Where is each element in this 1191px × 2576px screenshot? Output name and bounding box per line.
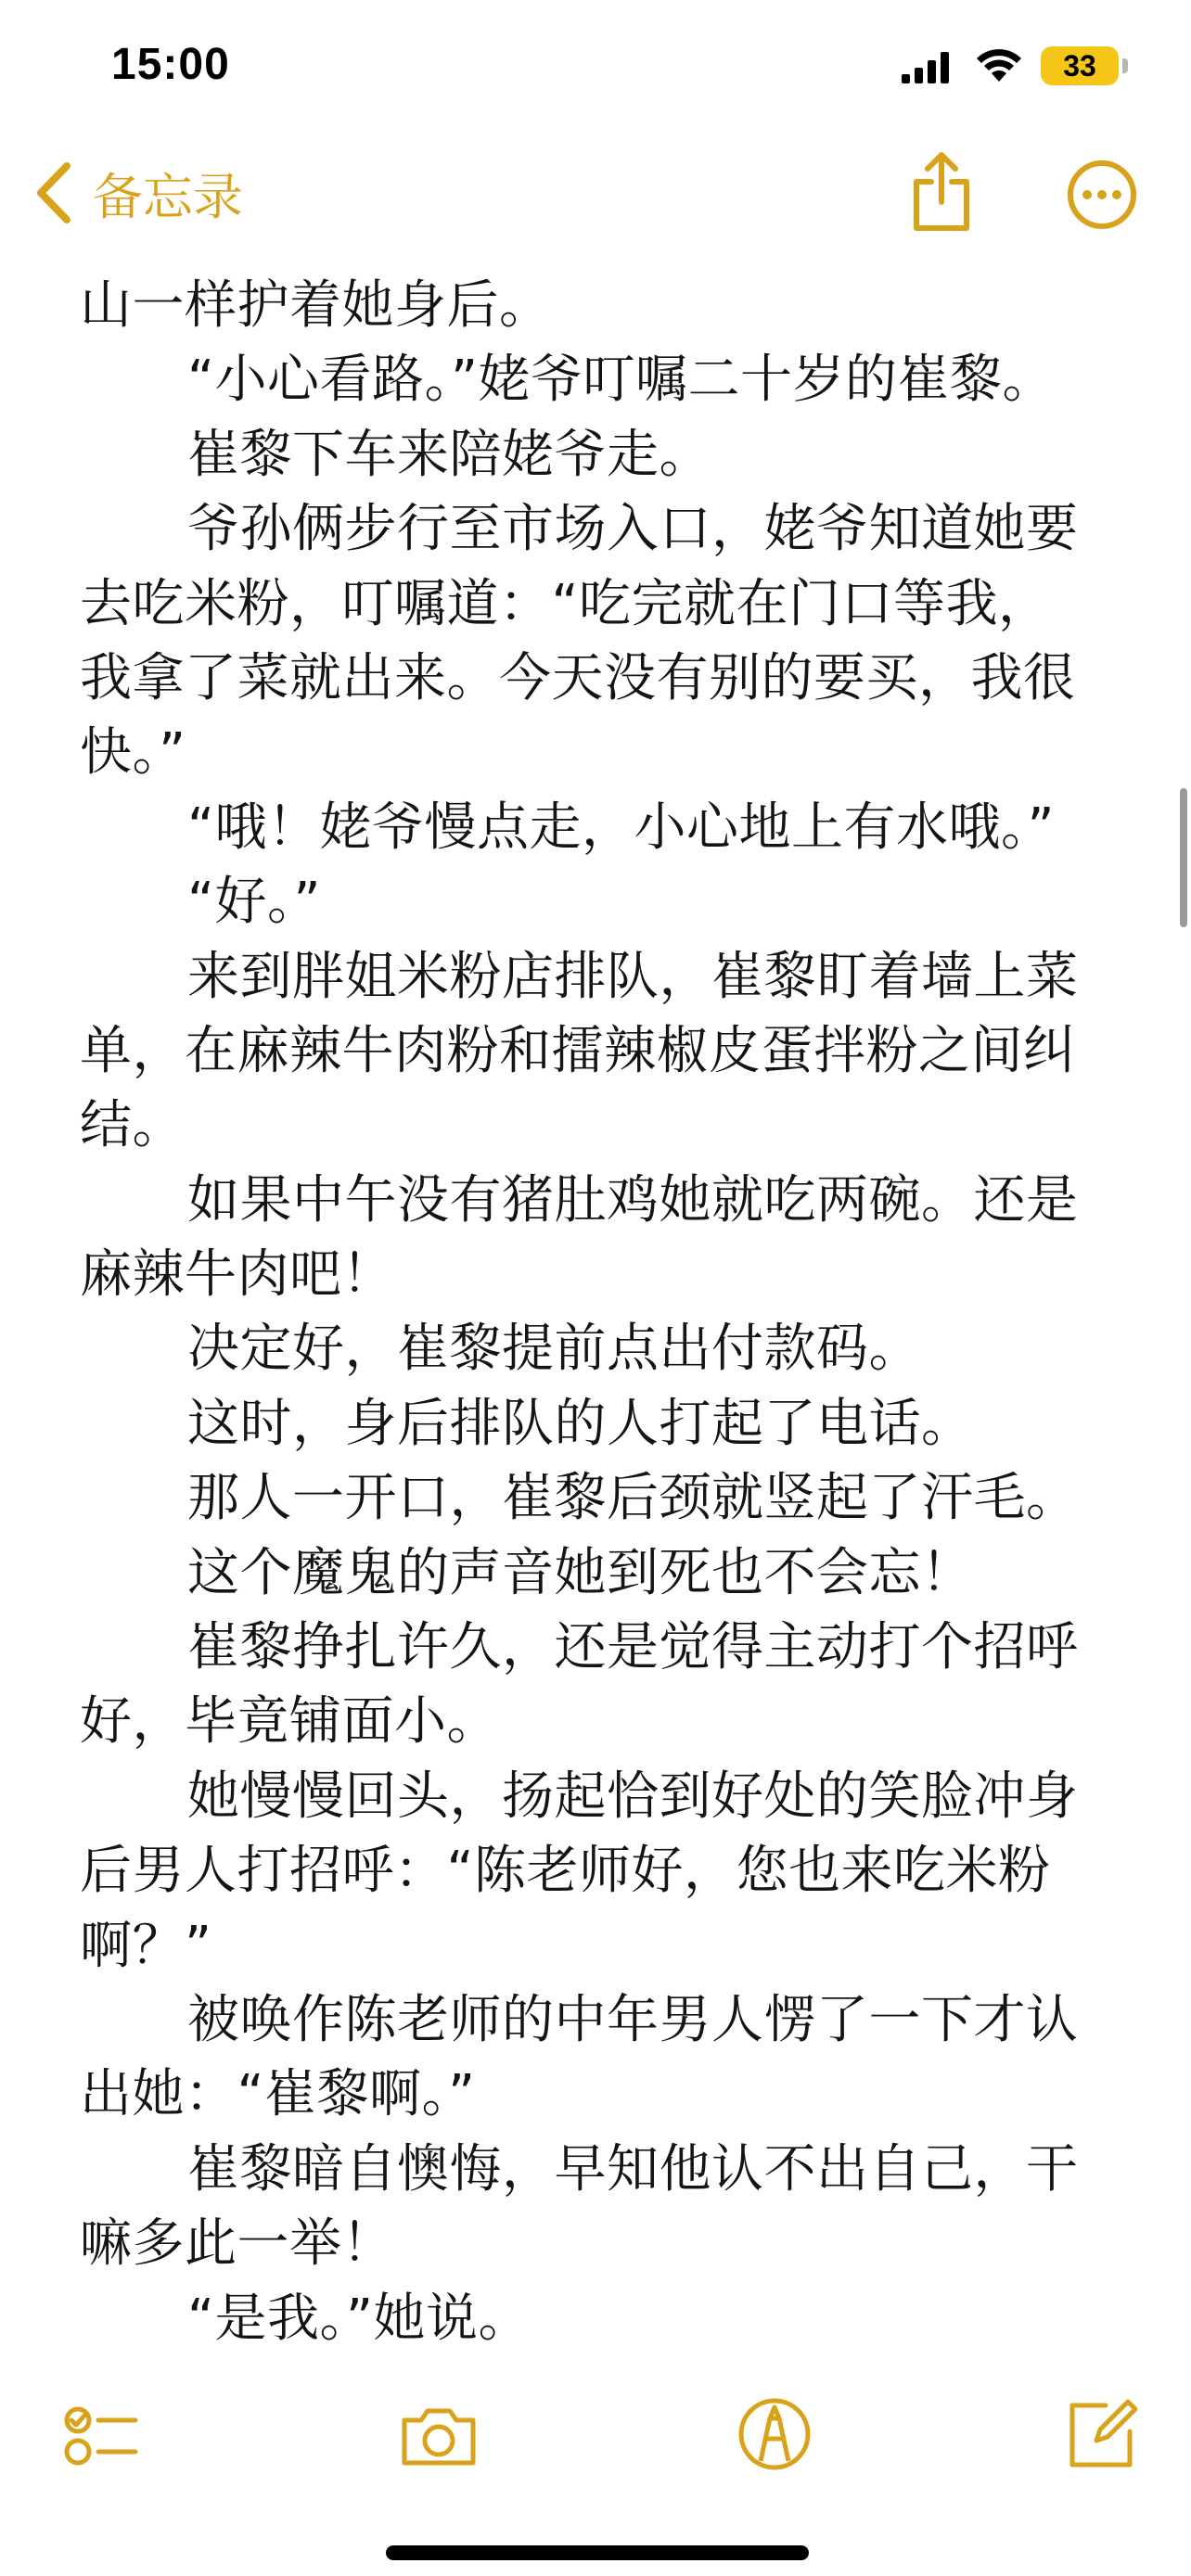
note-line: “哦！姥爷慢点走，小心地上有水哦。” [187, 797, 1056, 858]
note-line: 来到胖姐米粉店排队，崔黎盯着墙上菜 [187, 946, 1079, 1007]
note-line: 她慢慢回头，扬起恰到好处的笑脸冲身 [187, 1766, 1079, 1827]
note-text-body[interactable] [80, 269, 1111, 2356]
battery-icon [1041, 46, 1130, 85]
home-indicator[interactable] [386, 2545, 809, 2560]
note-line: 单，在麻辣牛肉粉和擂辣椒皮蛋拌粉之间纠 [80, 1020, 1076, 1081]
navigation-bar [0, 139, 1191, 250]
note-line: 好，毕竟铺面小。 [80, 1691, 499, 1753]
note-line: 爷孙俩步行至市场入口，姥爷知道她要 [187, 499, 1079, 560]
note-line: 麻辣牛肉吧！ [80, 1244, 394, 1306]
note-line: 如果中午没有猪肚鸡她就吃两碗。还是 [187, 1169, 1079, 1231]
note-line: 这时，身后排队的人打起了电话。 [187, 1393, 974, 1454]
status-bar [0, 0, 1191, 139]
status-time: 15:00 [111, 40, 230, 89]
note-line: “小心看路。”姥爷叮嘱二十岁的崔黎。 [187, 350, 1056, 411]
note-line: 崔黎下车来陪姥爷走。 [187, 424, 711, 485]
share-icon[interactable] [909, 150, 974, 234]
note-line: 崔黎挣扎许久，还是觉得主动打个招呼 [187, 1617, 1079, 1678]
camera-icon[interactable] [397, 2392, 480, 2476]
note-line: 山一样护着她身后。 [80, 275, 552, 336]
note-line: “是我。”她说。 [187, 2288, 531, 2349]
chevron-left-icon [33, 160, 74, 225]
markup-pen-icon[interactable] [733, 2392, 816, 2476]
note-line: 快。” [80, 722, 186, 784]
compose-icon[interactable] [1059, 2392, 1143, 2476]
note-line: “好。” [187, 872, 322, 933]
note-line: 决定好，崔黎提前点出付款码。 [187, 1319, 921, 1380]
note-line: 啊？” [80, 1915, 212, 1976]
note-line: 被唤作陈老师的中年男人愣了一下才认 [187, 1989, 1079, 2050]
cellular-signal-icon [902, 52, 950, 83]
scroll-indicator[interactable] [1180, 788, 1187, 927]
note-line: 嘛多此一举！ [80, 2213, 394, 2275]
note-line: 崔黎暗自懊悔，早知他认不出自己，干 [187, 2138, 1079, 2200]
wifi-icon [976, 48, 1022, 83]
note-line: 那人一开口，崔黎后颈就竖起了汗毛。 [187, 1468, 1079, 1529]
bottom-toolbar [0, 2374, 1191, 2485]
note-line: 我拿了菜就出来。今天没有别的要买，我很 [80, 647, 1076, 708]
back-button[interactable] [33, 156, 243, 230]
note-line: 后男人打招呼：“陈老师好，您也来吃米粉 [80, 1841, 1051, 1902]
checklist-icon[interactable] [58, 2392, 141, 2476]
note-line: 这个魔鬼的声音她到死也不会忘！ [187, 1542, 974, 1603]
back-label: 备忘录 [93, 167, 243, 226]
note-line: 出她：“崔黎啊。” [80, 2064, 476, 2125]
more-options-icon[interactable] [1067, 159, 1137, 230]
battery-level: 33 [1041, 46, 1119, 85]
note-line: 结。 [80, 1095, 185, 1156]
note-line: 去吃米粉，叮嘱道：“吃完就在门口等我， [80, 573, 1051, 634]
